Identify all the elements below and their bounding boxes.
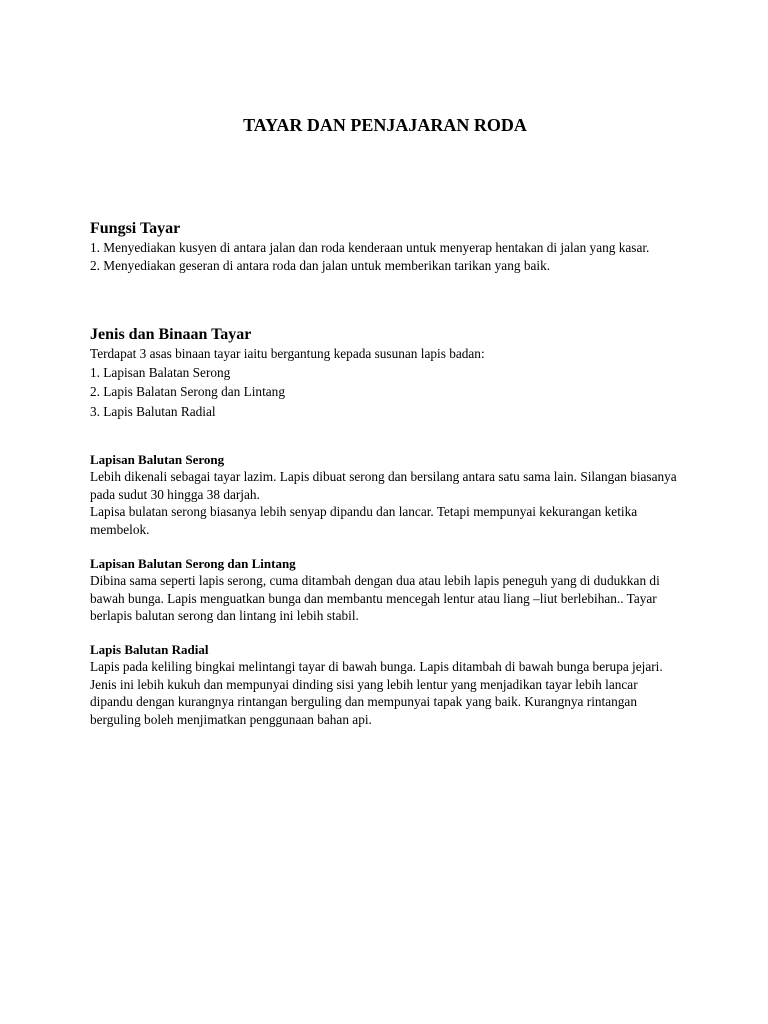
- radial-paragraph: Lapis pada keliling bingkai melintangi tayar di bawah bunga. Lapis ditambah di bawah bunga berupa jejari. Jenis ini lebih kukuh dan mempunyai dinding sisi yang lebih lentur yang menjadikan tayar lebih lancar dipandu dengan kurangnya rintangan berguling dan mempunyai tapak yang baik. Kurangnya rintangan berguling boleh menjimatkan penggunaan bahan api.: [90, 659, 663, 727]
- section-lapisan-serong: [90, 451, 680, 538]
- section-radial: [90, 641, 680, 728]
- fungsi-line-2: 2. Menyediakan geseran di antara roda dan jalan untuk memberikan tarikan yang baik.: [90, 257, 551, 273]
- list-item: 3. Lapis Balutan Radial: [90, 403, 216, 419]
- serong-paragraph-1: Lebih dikenali sebagai tayar lazim. Lapis dibuat serong dan bersilang antara satu sama lain. Silangan biasanya pada sudut 30 hingga 38 darjah.: [90, 469, 677, 502]
- list-item: 2. Lapis Balatan Serong dan Lintang: [90, 384, 285, 399]
- heading-serong-lintang: Lapisan Balutan Serong dan Lintang: [90, 556, 296, 571]
- heading-lapisan-serong: Lapisan Balutan Serong: [90, 452, 225, 467]
- section-fungsi-tayar: [90, 219, 680, 274]
- fungsi-line-1: 1. Menyediakan kusyen di antara jalan dan roda kenderaan untuk menyerap hentakan di jalan yang kasar.: [90, 240, 650, 255]
- jenis-list: [90, 363, 680, 422]
- list-item: 1. Lapisan Balatan Serong: [90, 364, 231, 380]
- document-title: TAYAR DAN PENJAJARAN RODA: [243, 115, 527, 135]
- serong-lintang-paragraph: Dibina sama seperti lapis serong, cuma ditambah dengan dua atau lebih lapis peneguh yang di dudukkan di bawah bunga. Lapis menguatkan bunga dan membantu mencegah lentur atau liang –liut berlebihan.. Tayar berlapis balutan serong dan lintang ini lebih stabil.: [90, 573, 660, 623]
- heading-radial: Lapis Balutan Radial: [90, 642, 209, 657]
- section-jenis-binaan: [90, 325, 680, 421]
- serong-paragraph-2: Lapisa bulatan serong biasanya lebih senyap dipandu dan lancar. Tetapi mempunyai kekurangan ketika membelok.: [90, 504, 638, 537]
- section-serong-lintang: [90, 555, 680, 625]
- heading-jenis-binaan: Jenis dan Binaan Tayar: [90, 326, 252, 343]
- heading-fungsi-tayar: Fungsi Tayar: [90, 220, 181, 237]
- jenis-intro: Terdapat 3 asas binaan tayar iaitu bergantung kepada susunan lapis badan:: [90, 346, 485, 361]
